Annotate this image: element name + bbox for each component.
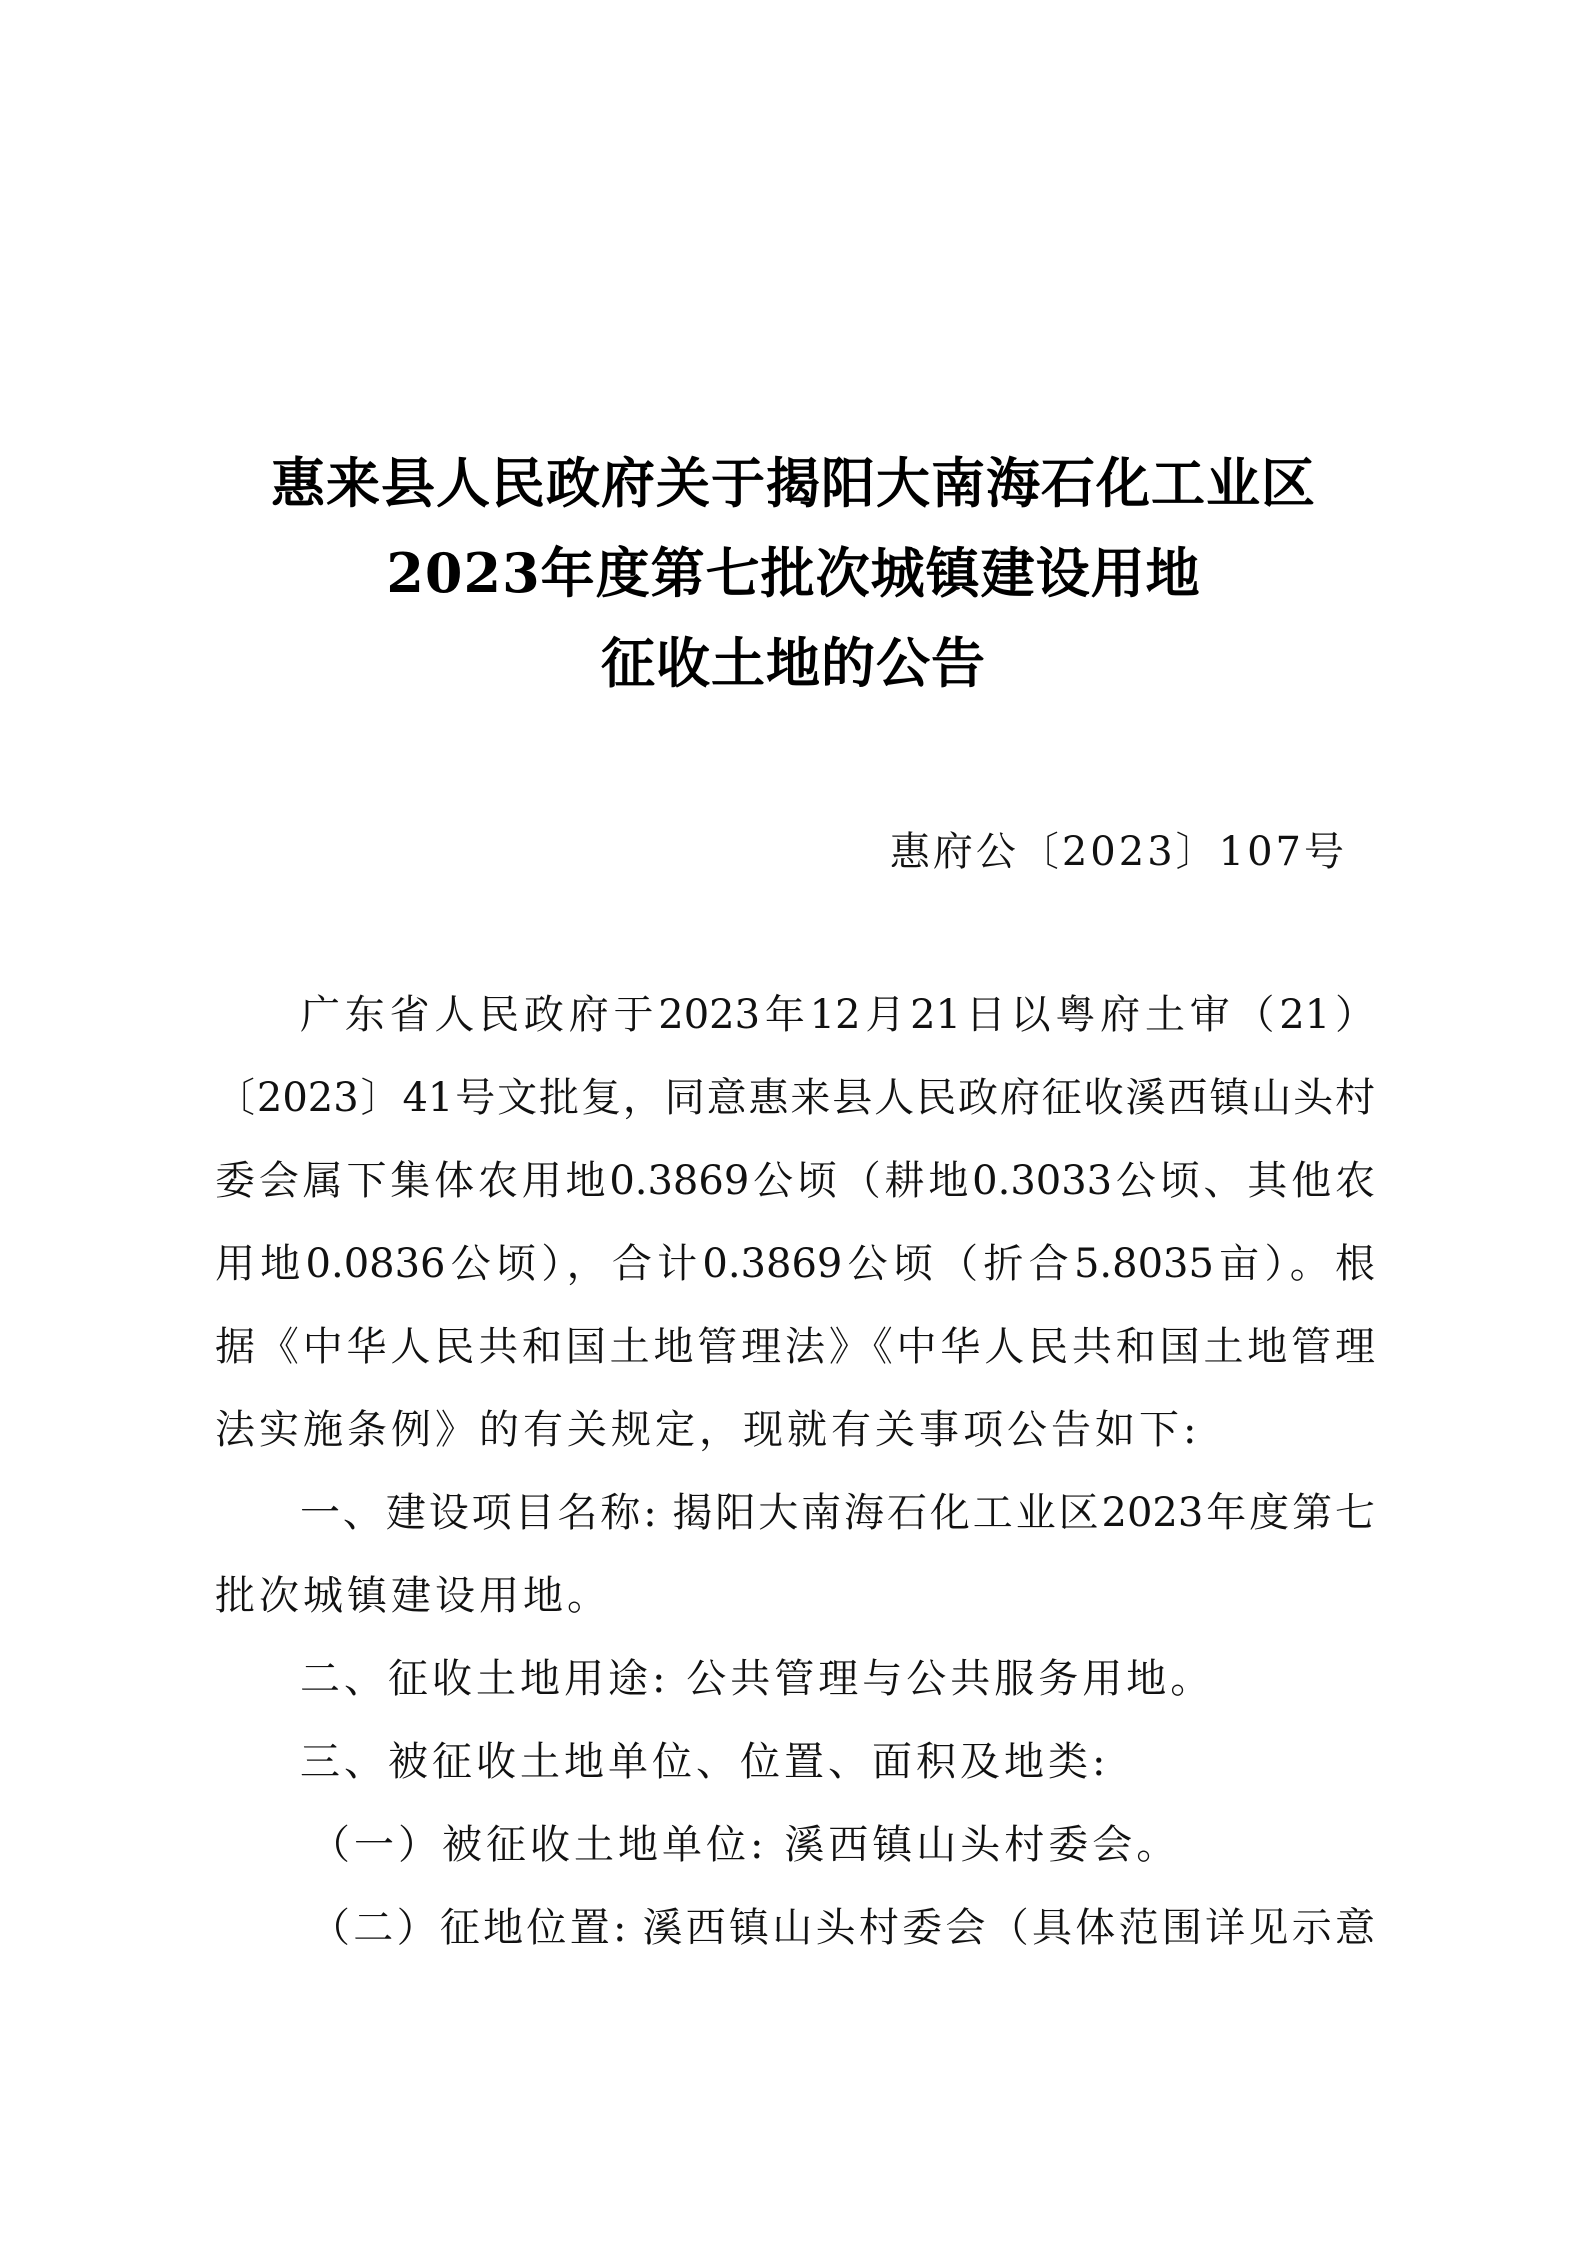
section-3-line: 三、被征收土地单位、位置、面积及地类: bbox=[300, 1739, 1110, 1785]
subsection-1-line: （一）被征收土地单位: 溪西镇山头村委会。 bbox=[310, 1822, 1181, 1868]
document-title-line-2: 2023年度第七批次城镇建设用地 bbox=[386, 541, 1201, 605]
subsection-2-line: （二）征地位置: 溪西镇山头村委会（具体范围详见示意 bbox=[310, 1905, 1375, 1951]
body-line-6: 法实施条例》的有关规定，现就有关事项公告如下: bbox=[215, 1407, 1201, 1453]
section-2-line: 二、征收土地用途: 公共管理与公共服务用地。 bbox=[300, 1656, 1215, 1702]
body-line-1: 广东省人民政府于2023年12月21日以粤府土审（21） bbox=[300, 992, 1375, 1038]
document-number: 惠府公〔2023〕107号 bbox=[889, 829, 1347, 875]
document-title-line-1: 惠来县人民政府关于揭阳大南海石化工业区 bbox=[271, 451, 1316, 515]
body-line-4: 用地0.0836公顷），合计0.3869公顷（折合5.8035亩）。根 bbox=[215, 1241, 1375, 1287]
section-1-line-1: 一、建设项目名称: 揭阳大南海石化工业区2023年度第七 bbox=[300, 1490, 1375, 1536]
body-line-5: 据《中华人民共和国土地管理法》《中华人民共和国土地管理 bbox=[215, 1324, 1375, 1370]
body-line-2: 〔2023〕41号文批复，同意惠来县人民政府征收溪西镇山头村 bbox=[215, 1075, 1375, 1121]
document-title-line-3: 征收土地的公告 bbox=[601, 631, 986, 695]
section-1-line-2: 批次城镇建设用地。 bbox=[215, 1573, 611, 1619]
body-line-3: 委会属下集体农用地0.3869公顷（耕地0.3033公顷、其他农 bbox=[215, 1158, 1375, 1204]
